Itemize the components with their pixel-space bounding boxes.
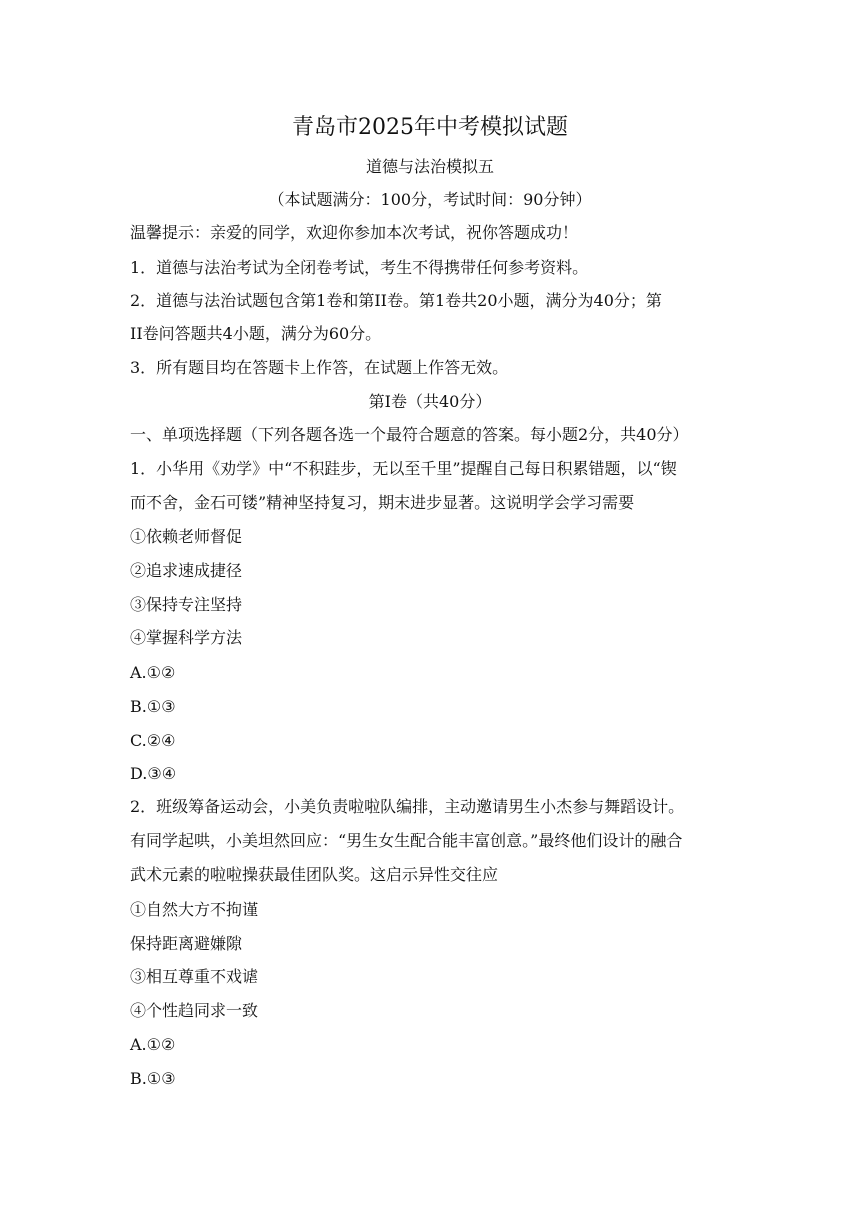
page-subtitle: 道德与法治模拟五 [365, 157, 494, 176]
notice-item-2-line-2: II卷问答题共4小题，满分为60分。 [130, 324, 382, 343]
page-title: 青岛市2025年中考模拟试题 [292, 115, 568, 140]
question-stem-line: 2．班级筹备运动会，小美负责啦啦队编排，主动邀请男生小杰参与舞蹈设计。 [130, 797, 685, 816]
answer-option-a: A.①② [130, 663, 176, 682]
statement-item: ②追求速成捷径 [130, 561, 243, 580]
answer-option-b: B.①③ [130, 697, 176, 716]
answer-option-b: B.①③ [130, 1069, 176, 1088]
notice-item-2-line-1: 2．道德与法治试题包含第1卷和第II卷。第1卷共20小题，满分为40分；第 [130, 291, 662, 310]
statement-item: ①自然大方不拘谨 [130, 900, 259, 919]
question-stem-line: 有同学起哄，小美坦然回应：“男生女生配合能丰富创意。”最终他们设计的融合 [130, 831, 683, 850]
answer-option-c: C.②④ [130, 731, 176, 750]
statement-item: ③保持专注坚持 [130, 595, 243, 614]
question-stem-line: 而不舍，金石可镂”精神坚持复习，期末进步显著。这说明学会学习需要 [130, 493, 635, 512]
question-stem-line: 1．小华用《劝学》中“不积跬步，无以至千里”提醒自己每日积累错题，以“锲 [130, 459, 677, 478]
statement-item: 保持距离避嫌隙 [130, 934, 243, 953]
exam-info: （本试题满分：100分，考试时间：90分钟） [268, 190, 592, 209]
answer-option-d: D.③④ [130, 764, 177, 783]
statement-item: ③相互尊重不戏谑 [130, 967, 259, 986]
notice-greeting: 温馨提示：亲爱的同学，欢迎你参加本次考试，祝你答题成功！ [130, 223, 579, 242]
statement-item: ④掌握科学方法 [130, 628, 243, 647]
notice-item-3: 3．所有题目均在答题卡上作答，在试题上作答无效。 [130, 358, 509, 377]
statement-item: ④个性趋同求一致 [130, 1001, 259, 1020]
notice-item-1: 1．道德与法治考试为全闭卷考试，考生不得携带任何参考资料。 [130, 258, 589, 277]
section-instruction: 一、单项选择题（下列各题各选一个最符合题意的答案。每小题2分，共40分） [130, 425, 689, 444]
answer-option-a: A.①② [130, 1035, 176, 1054]
section-title: 第I卷（共40分） [368, 392, 492, 411]
statement-item: ①依赖老师督促 [130, 527, 243, 546]
question-stem-line: 武术元素的啦啦操获最佳团队奖。这启示异性交往应 [130, 865, 499, 884]
